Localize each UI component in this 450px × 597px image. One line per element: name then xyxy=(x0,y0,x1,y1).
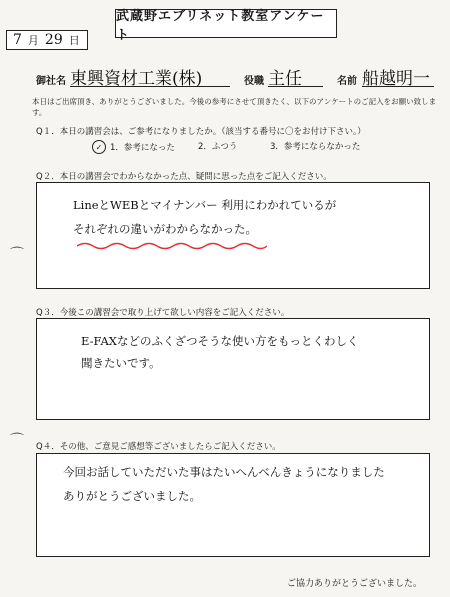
footer-thanks: ご協力ありがとうございました。 xyxy=(286,579,422,589)
date-day: 29 xyxy=(44,32,63,48)
name-field xyxy=(362,64,434,87)
day-unit: 日 xyxy=(68,34,80,47)
q1-option-2-label: 2．ふつう xyxy=(198,142,238,152)
q3-answer-box[interactable] xyxy=(36,318,430,420)
q3-answer-line-1: E-FAXなどのふくざつそうな使い方をもっとくわしく xyxy=(81,334,359,348)
q1-option-1-label: 1．参考になった xyxy=(110,143,175,153)
q3-text: Q３．今後この講習会で取り上げて欲しい内容をご記入ください。 xyxy=(36,308,290,318)
margin-mark: ⌒ xyxy=(10,433,24,449)
q4-text: Q４．その他、ご意見ご感想等ございましたらご記入ください。 xyxy=(36,442,281,452)
q4-answer-line-2: ありがとうございました。 xyxy=(63,489,201,503)
q1-option-3[interactable] xyxy=(270,140,360,152)
name-label: 名前 xyxy=(337,76,357,87)
q2-text: Q２．本日の講習会でわからなかった点、疑問に思った点をご記入ください。 xyxy=(36,172,332,182)
month-unit: 月 xyxy=(27,34,39,47)
q1-option-2[interactable] xyxy=(198,140,237,152)
q2-answer-line-1: LineとWEBとマイナンバー 利用にわかれているが xyxy=(73,198,337,212)
company-field xyxy=(70,64,230,87)
date-box xyxy=(6,30,88,50)
company-value: 東興資材工業(株) xyxy=(70,69,203,89)
q3-answer-line-2: 聞きたいです。 xyxy=(81,356,161,370)
company-label: 御社名 xyxy=(36,76,66,87)
selected-circle: ✓ xyxy=(92,140,106,154)
q1-option-1[interactable] xyxy=(92,140,175,154)
date-month: 7 xyxy=(13,32,22,48)
intro-text: 本日はご出席頂き、ありがとうございました。今後の参考にさせて頂きたく、以下のアンケートのご記入をお願い致します。 xyxy=(32,97,437,117)
q4-answer-line-1: 今回お話していただいた事はたいへんべんきょうになりました xyxy=(63,465,385,479)
position-label: 役職 xyxy=(244,76,264,87)
q1-text: Q１．本日の講習会は、ご参考になりましたか。（該当する番号に〇をお付け下さい。） xyxy=(36,127,366,137)
q4-answer-box[interactable] xyxy=(36,453,430,557)
q1-option-3-label: 3．参考にならなかった xyxy=(270,142,361,152)
margin-mark: ⌒ xyxy=(10,247,24,263)
name-value: 船越明一 xyxy=(362,69,430,89)
position-field xyxy=(268,64,323,87)
q2-answer-box[interactable] xyxy=(36,182,430,289)
red-underline xyxy=(77,241,267,251)
q2-answer-line-2: それぞれの違いがわからなかった。 xyxy=(73,222,257,236)
survey-title: 武蔵野エブリネット教室アンケート xyxy=(115,9,337,38)
position-value: 主任 xyxy=(268,69,302,89)
